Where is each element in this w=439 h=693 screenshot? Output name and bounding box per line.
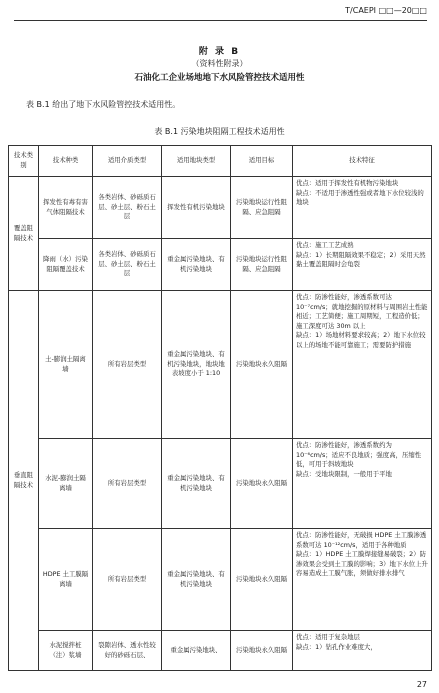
header-code: T/CAEPI □□—20□□	[345, 6, 427, 15]
site-cell: 重金属污染地块、	[162, 631, 231, 671]
site-cell: 重金属污染地块、有机污染地块	[162, 439, 231, 529]
site-cell: 重金属污染地块、有机污染地块	[162, 529, 231, 631]
appendix-label: 附 录 B	[198, 47, 241, 57]
site-cell: 重金属污染地块、有机污染地块	[162, 239, 231, 291]
table-row	[9, 529, 432, 631]
category-cell: 覆盖阻隔技术	[9, 177, 39, 291]
tech-kind-cell: 土-膨润土隔离墙	[39, 291, 93, 439]
goal-cell: 污染地块永久阻隔	[231, 529, 293, 631]
goal-cell: 污染地块运行性阻隔、应急阻隔	[231, 239, 293, 291]
goal-cell: 污染地块永久阻隔	[231, 631, 293, 671]
tech-kind-cell: 降雨（水）污染阻隔覆盖技术	[39, 239, 93, 291]
table-row	[9, 239, 432, 291]
feature-cell: 优点：适用于挥发性有机物污染地块 缺点：不适用于渗透性强或者地下水位较浅的地块	[293, 177, 432, 239]
tech-kind-cell: 挥发性有毒有害气体阻隔技术	[39, 177, 93, 239]
category-cell: 垂直阻隔技术	[9, 291, 39, 671]
table-header-row	[9, 146, 432, 177]
tech-kind-cell: 水泥-膨润土隔离墙	[39, 439, 93, 529]
feature-cell: 优点：施工工艺成熟 缺点：1）长期阻隔效果不稳定；2）采用天然黏土覆盖阻隔时会龟裂	[293, 239, 432, 291]
feature-cell: 优点：防渗性能好，渗透系数可达 10⁻⁷cm/s；就地挖掘的原材料与周围岩土性能相近；工艺简便；施工周期短，工程造价低；施工深度可达 30m 以上 缺点：1）场地材料要求较高；2）地下水位较以上的场地不能可靠施工；需要防护措施	[293, 291, 432, 439]
feature-cell: 优点：适用于复杂地层 缺点：1）钻孔作业难度大，	[293, 631, 432, 671]
media-cell: 各类岩体、砂砾质石层、砂土层、粉石土层	[93, 239, 162, 291]
appendix-nature: （资料性附录）	[191, 59, 248, 68]
feature-cell: 优点：防渗性能好，渗透系数约为 10⁻⁶cm/s；适应不良地质；强度高，压缩性低，可用于斜坡地块 缺点：受地块限制，一般用于平地	[293, 439, 432, 529]
site-cell: 重金属污染地块、有机污染地块，地块地表坡度小于 1:10	[162, 291, 231, 439]
col-header-media: 适用介质类型	[93, 146, 162, 177]
media-cell: 所有岩层类型	[93, 439, 162, 529]
media-cell: 所有岩层类型	[93, 529, 162, 631]
col-header-kind: 技术种类	[39, 146, 93, 177]
media-cell: 所有岩层类型	[93, 291, 162, 439]
col-header-feature: 技术特征	[293, 146, 432, 177]
col-header-site: 适用地块类型	[162, 146, 231, 177]
col-header-goal: 适用目标	[231, 146, 293, 177]
table-row	[9, 291, 432, 439]
intro-text: 表 B.1 给出了地下水风险管控技术适用性。	[26, 100, 181, 109]
table-row	[9, 439, 432, 529]
goal-cell: 污染地块永久阻隔	[231, 291, 293, 439]
col-header-category: 技术类别	[9, 146, 39, 177]
tech-kind-cell: HDPE 土工膜隔离墙	[39, 529, 93, 631]
media-cell: 各类岩体、砂砾质石层、砂土层、粉石土层	[93, 177, 162, 239]
tech-kind-cell: 水泥搅拌桩（注）浆墙	[39, 631, 93, 671]
site-cell: 挥发性有机污染地块	[162, 177, 231, 239]
goal-cell: 污染地块永久阻隔	[231, 439, 293, 529]
appendix-title: 石油化工企业场地地下水风险管控技术适用性	[134, 73, 305, 83]
table-row	[9, 177, 432, 239]
header-rule	[14, 20, 427, 21]
table-row	[9, 631, 432, 671]
table-caption: 表 B.1 污染地块阻隔工程技术适用性	[154, 127, 285, 136]
goal-cell: 污染地块运行性阻隔、应急阻隔	[231, 177, 293, 239]
media-cell: 裂隙岩体、透水性较好的砂砾石层、	[93, 631, 162, 671]
feature-cell: 优点：防渗性能好，无破损 HDPE 土工膜渗透系数可达 10⁻¹²cm/s，适用于各种地质 缺点：1）HDPE 土工膜焊接缝易破裂；2）防渗效果会受到土工膜的影响；3）地下水位上升容易造成土工膜气胀，须做好排水排气	[293, 529, 432, 631]
page-number: 27	[416, 680, 427, 689]
applicability-table	[8, 145, 432, 671]
